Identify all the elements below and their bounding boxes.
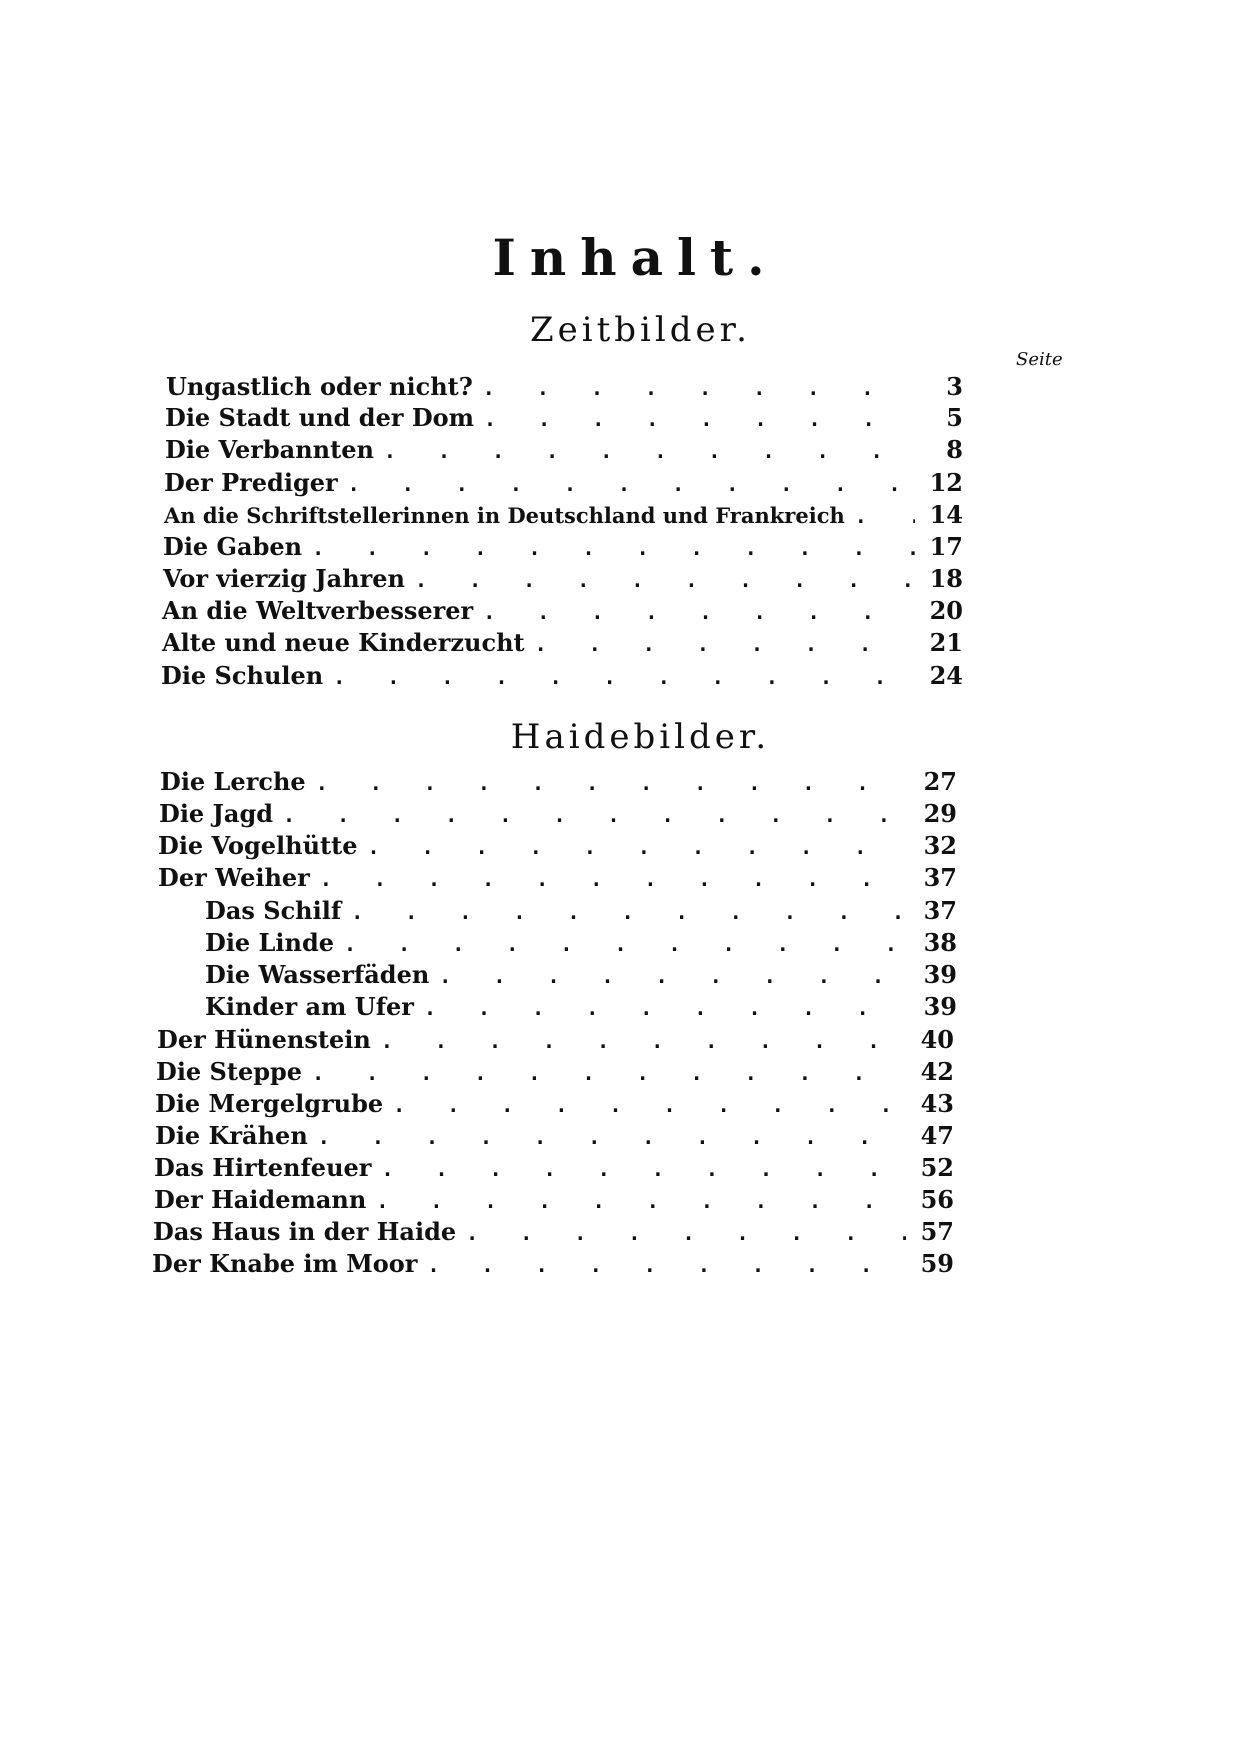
entry-page: 12 <box>929 468 963 497</box>
entry-page: 39 <box>923 992 957 1021</box>
toc-entry <box>152 1247 954 1281</box>
entry-page: 27 <box>923 767 957 796</box>
entry-title: Die Lerche <box>160 767 306 796</box>
entry-page: 42 <box>920 1057 954 1086</box>
entry-page: 57 <box>920 1217 954 1246</box>
entry-title: Der Hünenstein <box>157 1025 371 1054</box>
leader-dots <box>312 531 915 565</box>
section-heading-zeitbilder: Zeitbilder. <box>529 310 751 350</box>
toc-entry <box>153 1215 954 1249</box>
leader-dots <box>283 798 909 832</box>
entry-page: 14 <box>929 500 963 529</box>
section-heading-haidebilder: Haidebilder. <box>510 717 771 757</box>
entry-page: 32 <box>923 831 957 860</box>
entry-title: Die Linde <box>205 928 335 957</box>
leader-dots <box>427 1248 906 1282</box>
leader-dots <box>333 660 915 694</box>
entry-page: 3 <box>946 372 963 401</box>
entry-title: Die Mergelgrube <box>155 1089 384 1118</box>
toc-subentry <box>205 990 957 1024</box>
entry-page: 37 <box>923 863 957 892</box>
entry-page: 59 <box>920 1249 954 1278</box>
entry-title: Vor vierzig Jahren <box>163 564 406 593</box>
entry-title: Das Hirtenfeuer <box>154 1153 372 1182</box>
leader-dots <box>384 434 915 468</box>
leader-dots <box>344 927 909 961</box>
entry-page: 38 <box>923 928 957 957</box>
leader-dots <box>320 862 909 896</box>
toc-entry <box>155 1119 954 1153</box>
leader-dots <box>351 895 909 929</box>
leader-dots <box>312 1056 906 1090</box>
entry-title: Der Weiher <box>158 863 310 892</box>
leader-dots <box>535 627 915 661</box>
leader-dots <box>466 1216 906 1250</box>
toc-entry <box>164 498 963 532</box>
entry-title: Der Prediger <box>164 468 338 497</box>
toc-entry <box>162 594 963 628</box>
leader-dots <box>348 467 915 501</box>
entry-page: 21 <box>929 628 963 657</box>
entry-page: 20 <box>929 596 963 625</box>
entry-page: 40 <box>920 1025 954 1054</box>
entry-page: 29 <box>923 799 957 828</box>
entry-title: Die Steppe <box>156 1057 303 1086</box>
toc-entry <box>159 797 957 831</box>
leader-dots <box>415 563 915 597</box>
toc-entry <box>162 626 963 660</box>
toc-entry <box>166 370 963 404</box>
toc-subentry <box>205 894 957 928</box>
entry-title: An die Schriftstellerinnen in Deutschland und Frankreich <box>164 503 845 528</box>
toc-entry <box>154 1151 954 1185</box>
entry-title: Die Jagd <box>159 799 274 828</box>
entry-title: Alte und neue Kinderzucht <box>162 628 525 657</box>
entry-title: Die Stadt und der Dom <box>165 403 475 432</box>
toc-entry <box>160 765 957 799</box>
entry-page: 18 <box>929 564 963 593</box>
toc-entry <box>165 433 963 467</box>
entry-title: Die Verbannten <box>165 435 374 464</box>
entry-title: Die Schulen <box>161 661 324 690</box>
entry-title: Die Gaben <box>163 532 303 561</box>
toc-entry <box>163 530 963 564</box>
leader-dots <box>483 595 915 629</box>
entry-title: An die Weltverbesserer <box>162 596 474 625</box>
leader-dots <box>368 830 910 864</box>
entry-title: Kinder am Ufer <box>205 992 414 1021</box>
leader-dots <box>376 1184 906 1218</box>
toc-entry <box>163 562 963 596</box>
entry-page: 39 <box>923 960 957 989</box>
entry-title: Die Vogelhütte <box>158 831 358 860</box>
leader-dots <box>381 1152 906 1186</box>
entry-page: 47 <box>920 1121 954 1150</box>
entry-page: 8 <box>946 435 963 464</box>
toc-subentry <box>205 926 957 960</box>
leader-dots <box>484 402 915 436</box>
entry-title: Ungastlich oder nicht? <box>166 372 473 401</box>
leader-dots <box>855 499 915 533</box>
toc-entry <box>154 1183 954 1217</box>
toc-entry <box>165 401 963 435</box>
toc-entry <box>164 466 963 500</box>
entry-title: Die Krähen <box>155 1121 308 1150</box>
entry-page: 43 <box>920 1089 954 1118</box>
entry-page: 17 <box>929 532 963 561</box>
leader-dots <box>424 991 909 1025</box>
leader-dots <box>316 766 909 800</box>
leader-dots <box>381 1024 906 1058</box>
entry-title: Das Schilf <box>205 896 342 925</box>
toc-entry <box>155 1087 954 1121</box>
leader-dots <box>483 371 915 405</box>
page-title: Inhalt. <box>492 228 779 287</box>
toc-entry <box>161 659 963 693</box>
leader-dots <box>393 1088 906 1122</box>
entry-title: Das Haus in der Haide <box>153 1217 457 1246</box>
entry-page: 56 <box>920 1185 954 1214</box>
leader-dots <box>318 1120 906 1154</box>
entry-title: Der Haidemann <box>154 1185 367 1214</box>
toc-entry <box>157 1023 954 1057</box>
entry-page: 24 <box>929 661 963 690</box>
entry-page: 52 <box>920 1153 954 1182</box>
toc-subentry <box>205 958 957 992</box>
entry-title: Der Knabe im Moor <box>152 1249 418 1278</box>
toc-entry <box>158 861 957 895</box>
toc-entry <box>158 829 957 863</box>
leader-dots <box>439 959 909 993</box>
toc-entry <box>156 1055 954 1089</box>
entry-page: 37 <box>923 896 957 925</box>
column-label-seite: Seite <box>1016 349 1063 370</box>
entry-page: 5 <box>946 403 963 432</box>
entry-title: Die Wasserfäden <box>205 960 430 989</box>
